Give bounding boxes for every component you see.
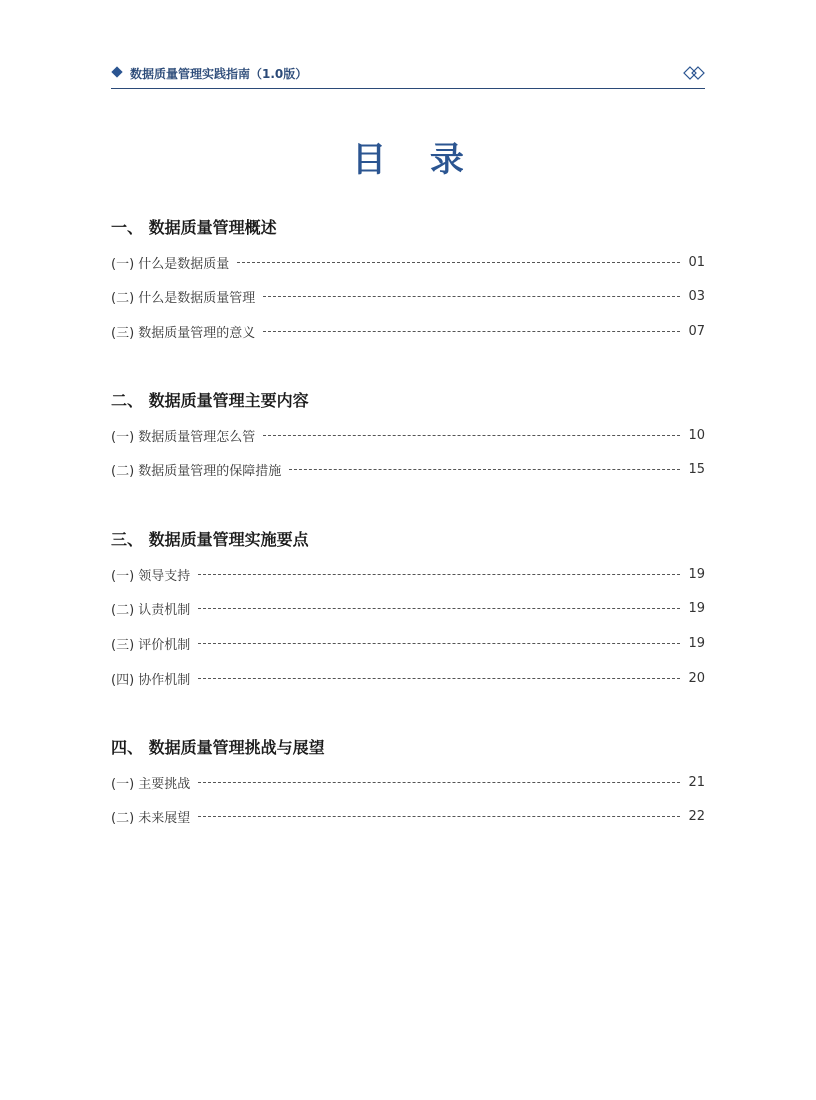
page-number: 22 — [688, 809, 705, 825]
entry-label: (一) 领导支持 — [111, 568, 191, 584]
toc-entry[interactable] — [111, 280, 705, 315]
entry-label: (二) 数据质量管理的保障措施 — [111, 464, 282, 480]
entry-label: (二) 认责机制 — [111, 603, 191, 619]
toc-entry[interactable] — [111, 314, 705, 349]
dot-leader — [263, 331, 680, 332]
entry-label: (三) 数据质量管理的意义 — [111, 325, 256, 341]
dot-leader — [198, 782, 680, 783]
dot-leader — [263, 435, 680, 436]
dot-leader — [198, 643, 680, 644]
toc-entry[interactable] — [111, 453, 705, 488]
toc-title: 目 录 — [352, 140, 480, 180]
section-heading: 二、 数据质量管理主要内容 — [111, 391, 309, 410]
toc-entry[interactable] — [111, 592, 705, 627]
page-number: 21 — [688, 774, 705, 790]
toc-entry[interactable] — [111, 245, 705, 280]
toc-section-2 — [111, 389, 705, 487]
page-number: 10 — [688, 427, 705, 443]
section-heading: 四、 数据质量管理挑战与展望 — [111, 738, 325, 757]
section-heading: 三、 数据质量管理实施要点 — [111, 530, 309, 549]
dot-leader — [263, 296, 680, 297]
dot-leader — [237, 262, 680, 263]
entry-label: (一) 主要挑战 — [111, 776, 191, 792]
page-number: 07 — [688, 323, 705, 339]
page-header — [111, 64, 705, 89]
dot-leader — [198, 574, 680, 575]
toc-entry[interactable] — [111, 800, 705, 835]
entry-label: (四) 协作机制 — [111, 672, 191, 688]
toc-entry[interactable] — [111, 626, 705, 661]
double-diamond-logo-icon — [683, 66, 705, 80]
dot-leader — [289, 469, 680, 470]
page-number: 19 — [688, 566, 705, 582]
page-number: 01 — [688, 254, 705, 270]
entry-label: (一) 什么是数据质量 — [111, 256, 230, 272]
toc-section-1 — [111, 216, 705, 349]
page-number: 20 — [688, 670, 705, 686]
toc-section-4 — [111, 736, 705, 834]
toc-entry[interactable] — [111, 418, 705, 453]
toc-entry[interactable] — [111, 765, 705, 800]
entry-label: (二) 未来展望 — [111, 811, 191, 827]
dot-leader — [198, 608, 680, 609]
entry-label: (二) 什么是数据质量管理 — [111, 291, 256, 307]
toc-section-3 — [111, 528, 705, 695]
page-number: 19 — [688, 635, 705, 651]
section-heading: 一、 数据质量管理概述 — [111, 218, 277, 237]
diamond-bullet-icon — [111, 66, 122, 77]
entry-label: (一) 数据质量管理怎么管 — [111, 429, 256, 445]
dot-leader — [198, 816, 680, 817]
page-number: 19 — [688, 601, 705, 617]
page-number: 03 — [688, 289, 705, 305]
dot-leader — [198, 678, 680, 679]
page-number: 15 — [688, 462, 705, 478]
toc-entry[interactable] — [111, 557, 705, 592]
document-title: 数据质量管理实践指南（1.0版） — [130, 67, 308, 81]
toc-entry[interactable] — [111, 661, 705, 696]
entry-label: (三) 评价机制 — [111, 637, 191, 653]
